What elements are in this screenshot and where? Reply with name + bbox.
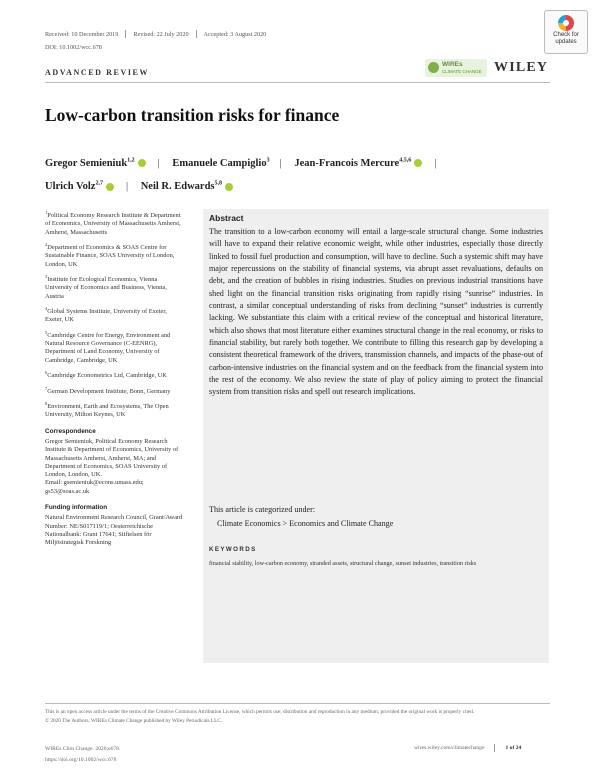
crossmark-icon (558, 15, 574, 31)
abstract-heading: Abstract (209, 213, 244, 223)
accepted-date: Accepted: 3 August 2020 (203, 30, 267, 38)
affiliation: $^6$Cambridge Econometrics Ltd, Cambridge, UK (45, 370, 167, 380)
wires-logo-icon (428, 62, 439, 73)
check-for-updates-label: Check for updates (553, 32, 579, 45)
doi: DOI: 10.1002/wcc.678 (45, 44, 102, 51)
journal-badge-sub: CLIMATE CHANGE (442, 69, 482, 74)
affiliation: $^2$Department of Economics & SOAS Centre for Sustainable Finance, SOAS University of London, London, UK (45, 242, 175, 268)
correspondence-email[interactable]: Email: gsemieniuk@econs.umass.edu; gs53@soas.ac.uk (45, 479, 144, 495)
article-title: Low-carbon transition risks for finance (45, 105, 340, 125)
author[interactable]: Emanuele Campiglio$^3$ (172, 157, 270, 169)
abstract-box (203, 209, 549, 663)
journal-reference (45, 744, 120, 765)
correspondence-heading: Correspondence (45, 427, 96, 435)
page-number: 1 of 24 (505, 745, 522, 751)
affiliations-column (45, 209, 185, 548)
affiliation: $^3$Institute for Ecological Economics, Vienna University of Economics and Business, Vienna, Austria (45, 274, 167, 300)
correspondence-text: Gregor Semieniuk, Political Economy Research Institute & Department of Economics, University of Massachusetts Amherst, Amherst, MA; and Department of Economics, SOAS University of London, London, UK. (45, 437, 179, 479)
keywords-heading: KEYWORDS (209, 546, 257, 553)
affiliation: $^1$Political Economy Research Institute & Department of Economics, University of Massachusetts Amherst, Amherst, Massachusetts (45, 210, 181, 236)
funding-text: Natural Environment Research Council, Grant/Award Number: NE/S017119/1; Oesterreichische Nationalbank: Grant 17641; Stiftelsen för Miljöstrategisk Forskning (45, 514, 183, 547)
keywords: financial stability, low-carbon economy, stranded assets, structural change, sunset industries, transition risks (209, 560, 477, 567)
journal-logo (425, 59, 487, 77)
license-text: This is an open access article under the terms of the Creative Commons Attribution License, which permits use, distribution and reproduction in any medium, provided the original work is properly cited. (45, 709, 475, 715)
doi-link[interactable]: https://doi.org/10.1002/wcc.678 (45, 756, 117, 763)
orcid-icon[interactable] (414, 159, 422, 167)
affiliation: $^4$Global Systems Institute, University of Exeter, Exeter, UK (45, 306, 167, 324)
abstract-text: The transition to a low-carbon economy will entail a large-scale structural change. Some industries will have to expand their relative economic weight, while other industries, especially those directly linked to fossil fuel production and consumption, will have to decline. Such a systemic shift may have major repercussions on the stability of financial systems, via abrupt asset revaluations, defaults on debt, and the creation of bubbles in rising industries. Studies on previous industrial transitions have shed light on the financial transition risks originating from rapidly rising “sunrise” industries. In contrast, a similar conceptual understanding of risks from declining “sunset” industries is currently lacking. We substantiate this claim with a critical review of the conceptual and historical literature, which also shows that most literature either examines structural change in the real economy, or risks to financial stability, but rarely both together. We contribute to filling this research gap by developing a consistent theoretical framework of the drivers, transmission channels, and impacts of the phase-out of carbon-intensive industries on the financial system and on the feedback from the financial system into the rest of the economy. We also review the state of play of policy aiming to protect the financial system from transition risks and spell out research implications. (209, 227, 543, 397)
journal-citation: WIREs Clim Change. 2020;e678. (45, 746, 121, 752)
header-divider (45, 82, 550, 83)
revised-date: Revised: 22 July 2020 (133, 30, 189, 38)
category[interactable]: Climate Economics > Economics and Climate Change (217, 519, 394, 528)
journal-site-link[interactable]: wires.wiley.com/climatechange (414, 745, 485, 751)
article-dates (45, 30, 266, 38)
divider (196, 30, 197, 38)
affiliation: $^5$Cambridge Centre for Energy, Environment and Natural Resource Governance (C-EENRG), Department of Land Economy, University of Cambridge, Cambridge, UK (45, 329, 171, 364)
received-date: Received: 10 December 2019 (45, 30, 119, 38)
divider (494, 744, 495, 752)
orcid-icon[interactable] (225, 183, 233, 191)
author[interactable]: Neil R. Edwards$^{5,8}$ (141, 181, 235, 192)
author[interactable]: Ulrich Volz$^{2,7}$ (45, 181, 116, 192)
author[interactable]: Gregor Semieniuk$^{1,2}$ (45, 158, 148, 169)
orcid-icon[interactable] (138, 159, 146, 167)
license-notice (45, 708, 555, 725)
section-tag: ADVANCED REVIEW (45, 68, 150, 77)
author[interactable]: Jean-Francois Mercure$^{4,5,6}$ (294, 158, 424, 169)
check-for-updates-button[interactable] (544, 10, 588, 54)
orcid-icon[interactable] (106, 183, 114, 191)
affiliation: $^8$Environment, Earth and Ecosystems, The Open University, Milton Keynes, UK (45, 400, 169, 419)
footer-divider (45, 703, 550, 704)
category-intro: This article is categorized under: (209, 505, 316, 514)
affiliation: $^7$German Development Institute, Bonn, Germany (45, 385, 171, 395)
journal-badge-name: WIREs (442, 61, 463, 68)
footer-right (414, 744, 521, 752)
author-list: Gregor Semieniuk$^{1,2}$ | Emanuele Campiglio$^3$ | Jean-Francois Mercure$^{4,5,6}$ | Ulrich Volz$^{2,7}$ | Neil R. Edwards$^{5,8}$ (45, 157, 437, 192)
funding-heading: Funding information (45, 504, 108, 512)
publisher-logo: WILEY (494, 60, 549, 75)
divider (125, 30, 126, 38)
copyright: © 2020 The Authors. WIREs Climate Change published by Wiley Periodicals LLC. (45, 717, 223, 724)
